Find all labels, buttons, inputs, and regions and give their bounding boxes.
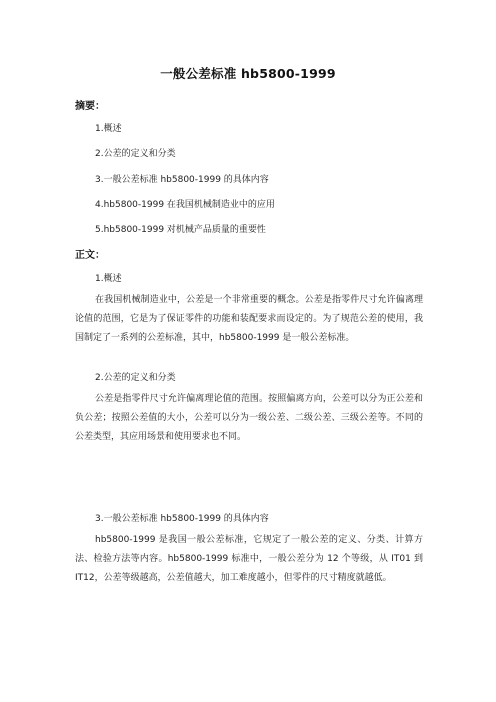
outline-item-1: 1.概述	[95, 124, 122, 134]
abstract-label: 摘要：	[75, 101, 105, 112]
section-3-paragraph: hb5800-1999 是我国一般公差标准，它规定了一般公差的定义、分类、计算方法、检验方法等内容。hb5800-1999 标准中，一般公差分为 12 个等级，从 IT01 到 IT12，公差等级越高，公差值越大，加工难度越小，但零件的尺寸精度就越低。	[75, 535, 423, 584]
body-label: 正文：	[75, 250, 105, 261]
outline-item-3: 3.一般公差标准 hb5800-1999 的具体内容	[95, 175, 269, 185]
section-1-heading: 1.概述	[95, 274, 122, 284]
outline-item-4: 4.hb5800-1999 在我国机械制造业中的应用	[95, 200, 275, 210]
section-1-paragraph: 在我国机械制造业中，公差是一个非常重要的概念。公差是指零件尺寸允许偏离理论值的范围，它是为了保证零件的功能和装配要求而设定的。为了规范公差的使用，我国制定了一系列的公差标准，其中，hb5800-1999 是一般公差标准。	[75, 295, 423, 344]
outline-item-5: 5.hb5800-1999 对机械产品质量的重要性	[95, 225, 266, 235]
document-title: 一般公差标准 hb5800-1999	[160, 66, 336, 81]
section-2-paragraph: 公差是指零件尺寸允许偏离理论值的范围。按照偏离方向，公差可以分为正公差和负公差；按照公差值的大小，公差可以分为一级公差、二级公差、三级公差等。不同的公差类型，其应用场景和使用要求也不同。	[75, 394, 423, 443]
outline-item-2: 2.公差的定义和分类	[95, 149, 176, 159]
section-3-heading: 3.一般公差标准 hb5800-1999 的具体内容	[95, 514, 269, 524]
section-2-heading: 2.公差的定义和分类	[95, 373, 176, 383]
